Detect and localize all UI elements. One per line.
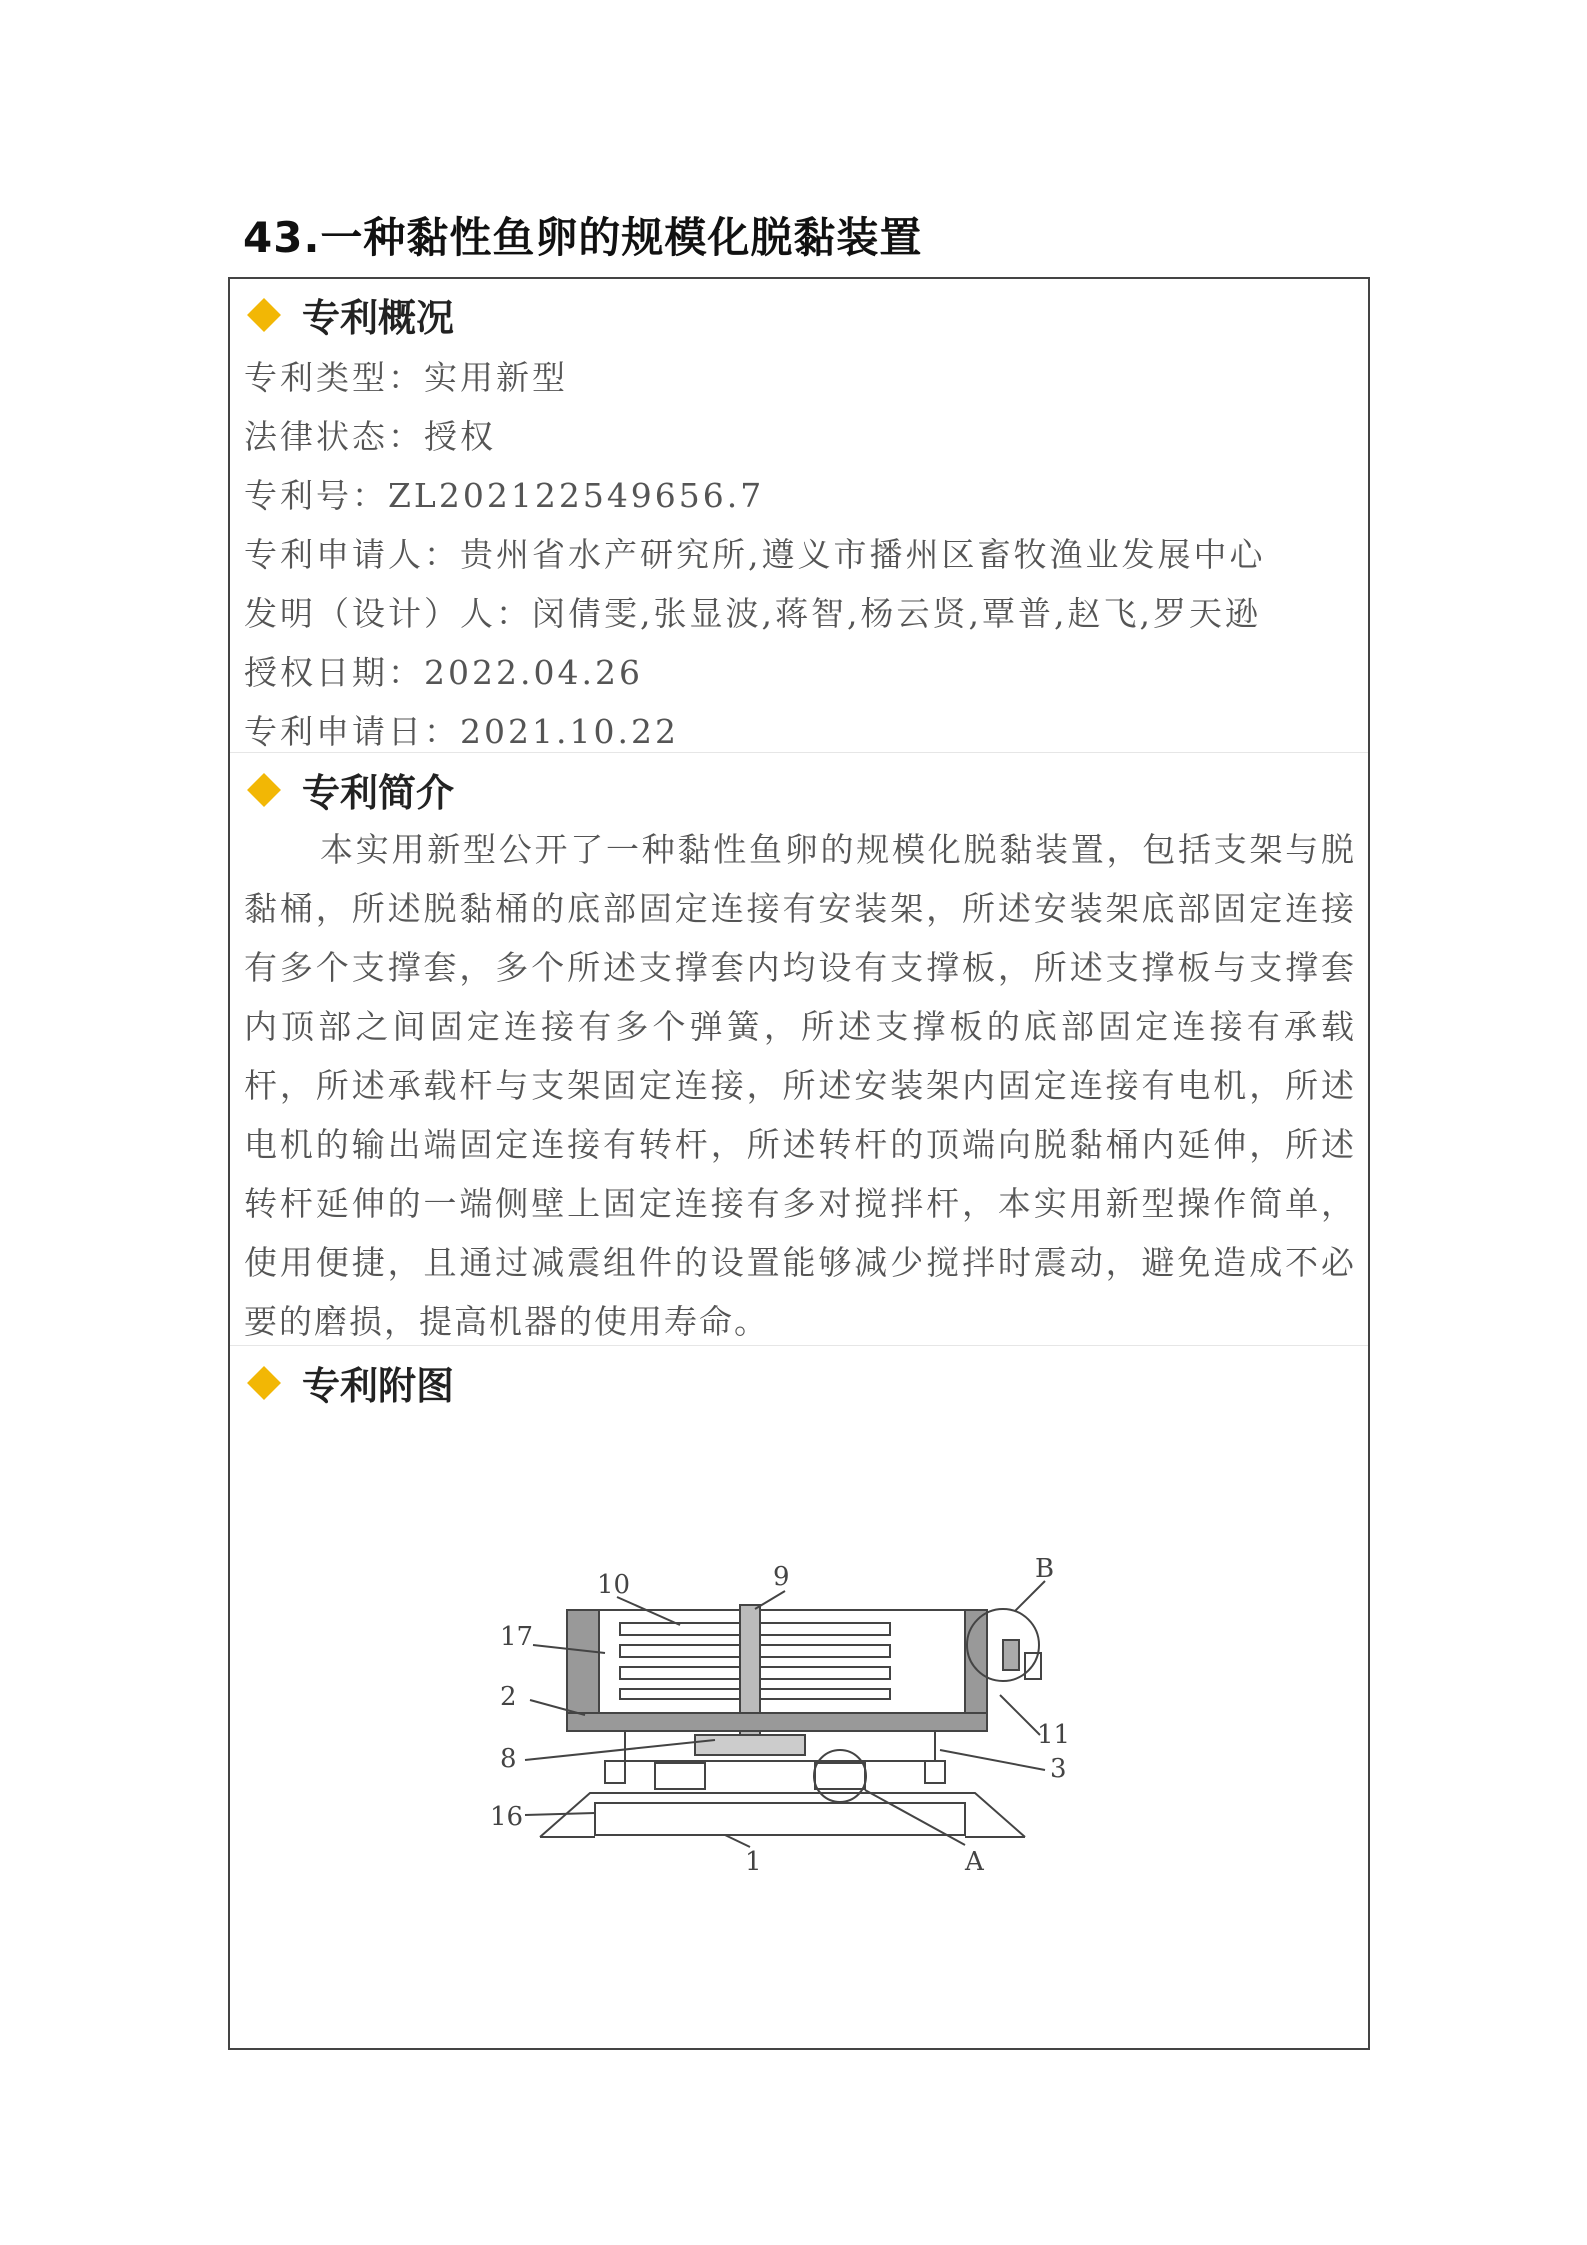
label-a: A xyxy=(965,1847,984,1877)
motor xyxy=(695,1735,805,1755)
patent-type: 专利类型：实用新型 xyxy=(244,358,568,397)
label-b: B xyxy=(1035,1554,1055,1584)
grant-date: 授权日期：2022.04.26 xyxy=(244,653,643,692)
legal-status: 法律状态：授权 xyxy=(244,417,496,456)
diamond-icon xyxy=(247,1366,281,1400)
label-1: 1 xyxy=(745,1847,762,1877)
label-8: 8 xyxy=(500,1744,517,1774)
diamond-icon xyxy=(247,773,281,807)
patent-drawing xyxy=(455,1545,1115,1885)
right-wall xyxy=(965,1610,987,1715)
label-3: 3 xyxy=(1050,1754,1067,1784)
patent-number: 专利号：ZL202122549656.7 xyxy=(244,476,765,515)
stir-bar xyxy=(760,1667,890,1679)
stir-bar xyxy=(620,1645,740,1657)
diamond-icon xyxy=(247,298,281,332)
stir-bar xyxy=(620,1689,740,1699)
stir-bar xyxy=(760,1689,890,1699)
support-sleeve xyxy=(815,1763,865,1789)
label-17: 17 xyxy=(500,1622,534,1652)
support-sleeve xyxy=(655,1763,705,1789)
drawing-heading xyxy=(244,1355,454,1410)
label-10: 10 xyxy=(597,1570,631,1600)
applicant: 专利申请人：贵州省水产研究所,遵义市播州区畜牧渔业发展中心 xyxy=(244,535,1266,574)
detail-circle-a xyxy=(814,1750,866,1802)
left-wall xyxy=(567,1610,599,1715)
label-9: 9 xyxy=(773,1562,790,1592)
stir-bar xyxy=(760,1623,890,1635)
inventors: 发明（设计）人：闵倩雯,张显波,蒋智,杨云贤,覃普,赵飞,罗天逊 xyxy=(244,594,1261,633)
filing-date: 专利申请日：2021.10.22 xyxy=(244,712,679,751)
stand xyxy=(540,1793,1025,1837)
summary-heading xyxy=(244,762,454,817)
summary-heading-label: 专利简介 xyxy=(302,771,455,815)
section-divider xyxy=(230,1345,1368,1346)
summary-text: 本实用新型公开了一种黏性鱼卵的规模化脱黏装置，包括支架与脱黏桶，所述脱黏桶的底部固定连接有安装架，所述安装架底部固定连接有多个支撑套，多个所述支撑套内均设有支撑板，所述支撑板与支撑套内顶部之间固定连接有多个弹簧，所述支撑板的底部固定连接有承载杆，所述承载杆与支架固定连接，所述安装架内固定连接有电机，所述电机的输出端固定连接有转杆，所述转杆的顶端向脱黏桶内延伸，所述转杆延伸的一端侧壁上固定连接有多对搅拌杆，本实用新型操作简单，使用便捷，且通过减震组件的设置能够减少搅拌时震动，避免造成不必要的磨损，提高机器的使用寿命。 xyxy=(244,830,1356,1341)
overview-heading xyxy=(244,287,454,342)
section-divider xyxy=(230,752,1368,753)
stir-bar xyxy=(760,1645,890,1657)
support-sleeve xyxy=(925,1761,945,1783)
label-2: 2 xyxy=(500,1682,517,1712)
overview-heading-label: 专利概况 xyxy=(302,296,455,340)
mount-plate xyxy=(567,1713,987,1731)
support-sleeve xyxy=(605,1761,625,1783)
drawing-heading-label: 专利附图 xyxy=(302,1364,455,1408)
label-11: 11 xyxy=(1037,1720,1071,1750)
page-title: 43.一种黏性鱼卵的规模化脱黏装置 xyxy=(243,213,923,262)
label-16: 16 xyxy=(490,1802,524,1832)
base-plate xyxy=(595,1803,965,1835)
stir-bar xyxy=(620,1667,740,1679)
